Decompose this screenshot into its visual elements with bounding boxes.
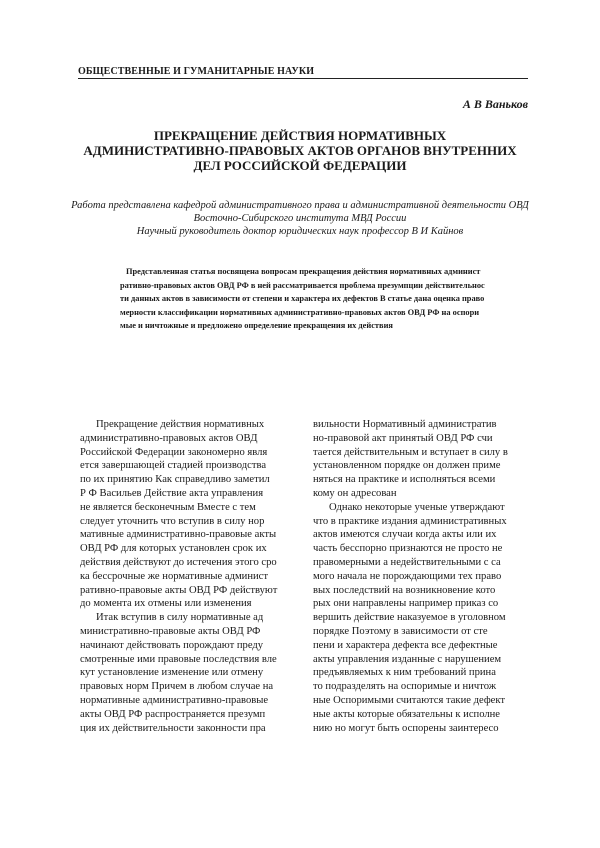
body-line: следует уточнить что вступив в силу нор [80, 515, 265, 527]
body-line: ка бессрочные же нормативные админист [80, 570, 269, 582]
abstract [120, 265, 520, 333]
abstract-line: мерности классификации нормативных административно-правовых актов ОВД РФ на оспори [120, 307, 480, 317]
body-line: мого начала не порождающими тех право [313, 570, 502, 582]
body-line: административно-правовых актов ОВД [80, 432, 258, 444]
body-line: ративно-правовые акты ОВД РФ действуют [80, 584, 278, 596]
body-line: правомерными а недействительными с са [313, 556, 501, 568]
author-name: А В Ваньков [462, 97, 528, 111]
body-line: но-правовой акт принятый ОВД РФ счи [313, 432, 493, 444]
body-line: до момента их отмены или изменения [80, 598, 252, 610]
body-line: то подразделять на оспоримые и ничтож [313, 681, 497, 693]
body-line: порядке Поэтому в зависимости от сте [313, 625, 488, 637]
body-line: вых последствий на возникновение кото [313, 584, 496, 596]
body-line: ные акты которые обязательны к исполне [313, 708, 501, 720]
body-line: Итак вступив в силу нормативные ад [96, 612, 264, 624]
abstract-line: мые и ничтожные и предложено определение прекращения их действия [120, 321, 393, 330]
affiliation-line: Научный руководитель доктор юридических наук профессор В И Кайнов [136, 226, 464, 237]
affiliation [70, 199, 530, 238]
abstract-line: ти данных актов в зависимости от степени и характера их дефектов В статье дана оценка право [120, 294, 485, 303]
body-line: ные Оспоримыми считаются такие дефект [313, 694, 506, 706]
body-line: нию но могут быть оспорены заинтересо [313, 722, 499, 734]
title-line: АДМИНИСТРАТИВНО-ПРАВОВЫХ АКТОВ ОРГАНОВ ВНУТРЕННИХ [83, 143, 517, 158]
body-line: ция их действительности законности пра [80, 722, 266, 734]
body-line: няться на практике и исполняться всеми [313, 474, 496, 486]
affiliation-line: Восточно-Сибирского института МВД России [193, 213, 407, 224]
running-head: ОБЩЕСТВЕННЫЕ И ГУМАНИТАРНЫЕ НАУКИ [78, 66, 315, 77]
body-line: министративно-правовые акты ОВД РФ [80, 625, 261, 637]
abstract-line: ративно-правовых актов ОВД РФ в ней рассматривается проблема презумпции действительнос [120, 280, 485, 290]
article-title [70, 128, 530, 173]
body-line: вершить действие наказуемое в уголовном [313, 612, 506, 624]
body-line: ОВД РФ для которых установлен срок их [80, 543, 267, 555]
body-line: ется завершающей стадией производства [80, 460, 267, 472]
body-line: кому он адресован [313, 487, 397, 499]
body-column-right [313, 418, 523, 735]
body-line: нормативные административно-правовые [80, 694, 269, 706]
body-line: пени и характера дефекта все дефектные [313, 639, 498, 651]
body-column-left [80, 418, 290, 735]
body-line: смотренные ими правовые последствия вле [80, 653, 277, 665]
body-line: не является бесконечным Вместе с тем [80, 501, 256, 513]
body-line: что в практике издания административных [313, 515, 507, 527]
affiliation-line: Работа представлена кафедрой административного права и административной деятельности ОВД [71, 200, 529, 211]
body-line: акты ОВД РФ распространяется презумп [80, 708, 266, 720]
body-line: Прекращение действия нормативных [96, 419, 265, 430]
title-line: ДЕЛ РОССИЙСКОЙ ФЕДЕРАЦИИ [193, 158, 407, 173]
body-line: Р Ф Васильев Действие акта управления [80, 487, 264, 499]
body-line: правовых норм Причем в любом случае на [80, 681, 274, 693]
body-line: часть бесспорно признаются не просто не [313, 543, 503, 555]
body-line: начинают действовать порождают преду [80, 639, 264, 651]
body-line: предъявляемых к ним требований прина [313, 667, 496, 679]
abstract-line: Представленная статья посвящена вопросам прекращения действия нормативных админист [126, 267, 481, 276]
body-line: вильности Нормативный административ [313, 419, 497, 430]
title-line: ПРЕКРАЩЕНИЕ ДЕЙСТВИЯ НОРМАТИВНЫХ [153, 128, 447, 143]
body-line: акты управления изданные с нарушением [313, 653, 502, 665]
body-line: Однако некоторые ученые утверждают [329, 501, 505, 513]
body-line: по их принятию Как справедливо заметил [80, 474, 270, 486]
body-line: актов имеются случаи когда акты или их [313, 529, 497, 541]
body-line: рых они направлены например приказ со [313, 598, 499, 610]
body-line: установленном порядке он должен приме [313, 460, 501, 472]
body-line: тается действительным и вступает в силу в [313, 446, 508, 458]
body-line: мативные административно-правовые акты [80, 529, 277, 541]
header-rule [78, 78, 528, 79]
body-line: Российской Федерации закономерно явля [80, 446, 268, 458]
body-line: кут установление изменение или отмену [80, 667, 264, 679]
body-line: действия действуют до истечения этого сро [80, 556, 277, 568]
